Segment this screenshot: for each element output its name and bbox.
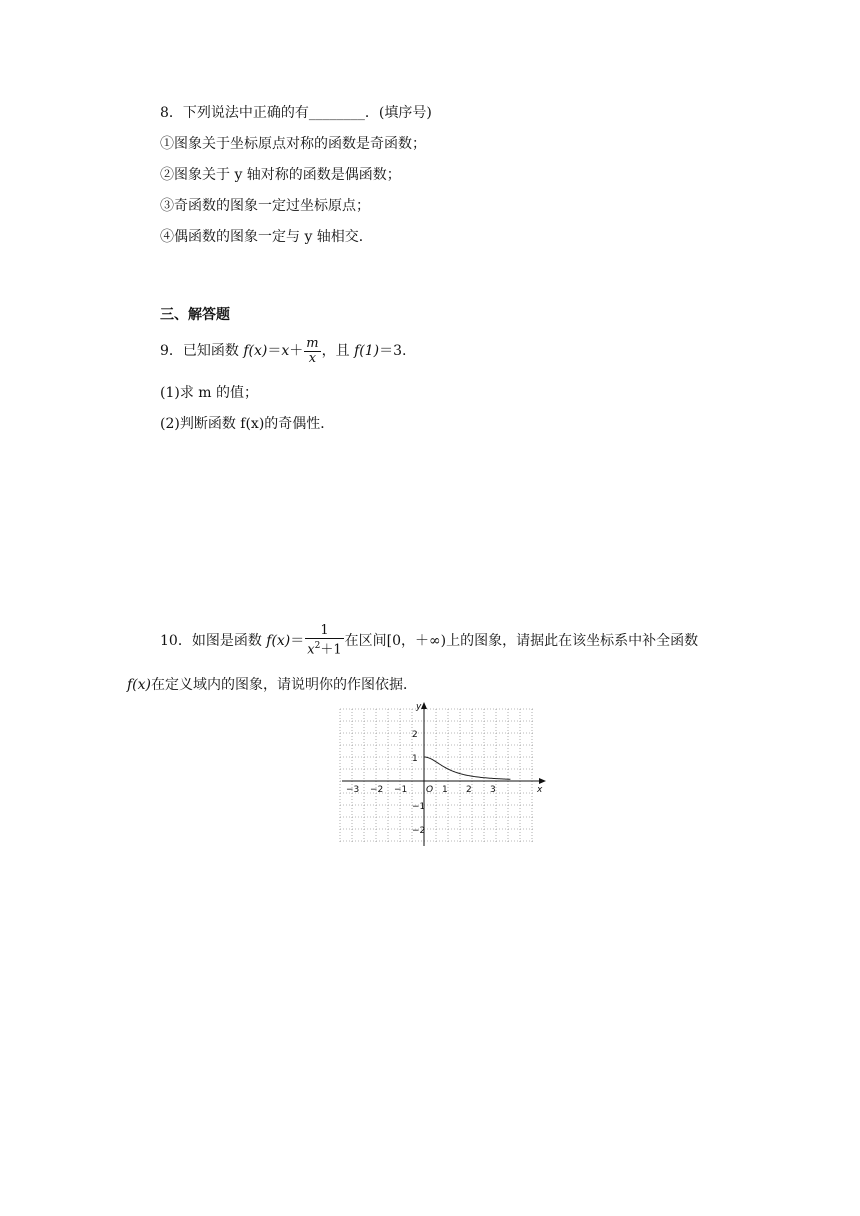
q9-part-2: (2)判断函数 f(x)的奇偶性．	[160, 416, 335, 432]
q9-part-1: (1)求 m 的值；	[160, 385, 259, 401]
x-axis-arrow	[539, 778, 546, 784]
x-tick-label: −2	[370, 785, 384, 795]
function-graph	[338, 700, 550, 848]
y-tick-label: −2	[412, 826, 426, 836]
q8-option-2: ②图象关于 y 轴对称的函数是偶函数；	[160, 167, 401, 183]
x-axis-label: x	[537, 785, 543, 795]
function-curve	[424, 757, 510, 779]
tick-labels	[346, 730, 496, 836]
x-tick-label: −1	[394, 785, 408, 795]
x-tick-label: 3	[490, 785, 496, 795]
y-tick-label: 2	[412, 730, 418, 740]
section-title: 三、解答题	[160, 307, 230, 323]
q9-fraction: $\frac{m}{x}$	[306, 335, 319, 366]
y-axis-arrow	[421, 702, 427, 709]
x-tick-label: −3	[346, 785, 360, 795]
q8-option-4: ④偶函数的图象一定与 y 轴相交．	[160, 229, 373, 245]
q8-option-1: ①图象关于坐标原点对称的函数是奇函数；	[160, 136, 426, 152]
axes	[342, 702, 546, 846]
q8-stem: 8．下列说法中正确的有________．(填序号)	[160, 105, 432, 121]
q10-stem-line2: f(x)在定义域内的图象，请说明你的作图依据．	[127, 677, 418, 693]
q10-stem-line1: 10．如图是函数 f(x)＝ $\frac{1}{x^2+1}$ 在区间[0，＋∞)上的图象，请据此在该坐标系中补全函数	[160, 623, 699, 658]
origin-label: O	[426, 785, 434, 795]
q9-stem: 9．已知函数 f(x)＝x＋ $\frac{m}{x}$ ，且 f(1)＝3.	[160, 335, 407, 366]
x-tick-label: 2	[466, 785, 472, 795]
y-tick-label: 1	[412, 754, 418, 764]
x-tick-label: 1	[442, 785, 448, 795]
q10-fraction: $\frac{1}{x^2+1}$	[307, 623, 342, 658]
y-tick-label: −1	[412, 802, 426, 812]
q8-option-3: ③奇函数的图象一定过坐标原点；	[160, 198, 370, 214]
grid	[340, 709, 534, 843]
y-axis-label: y	[416, 702, 422, 712]
